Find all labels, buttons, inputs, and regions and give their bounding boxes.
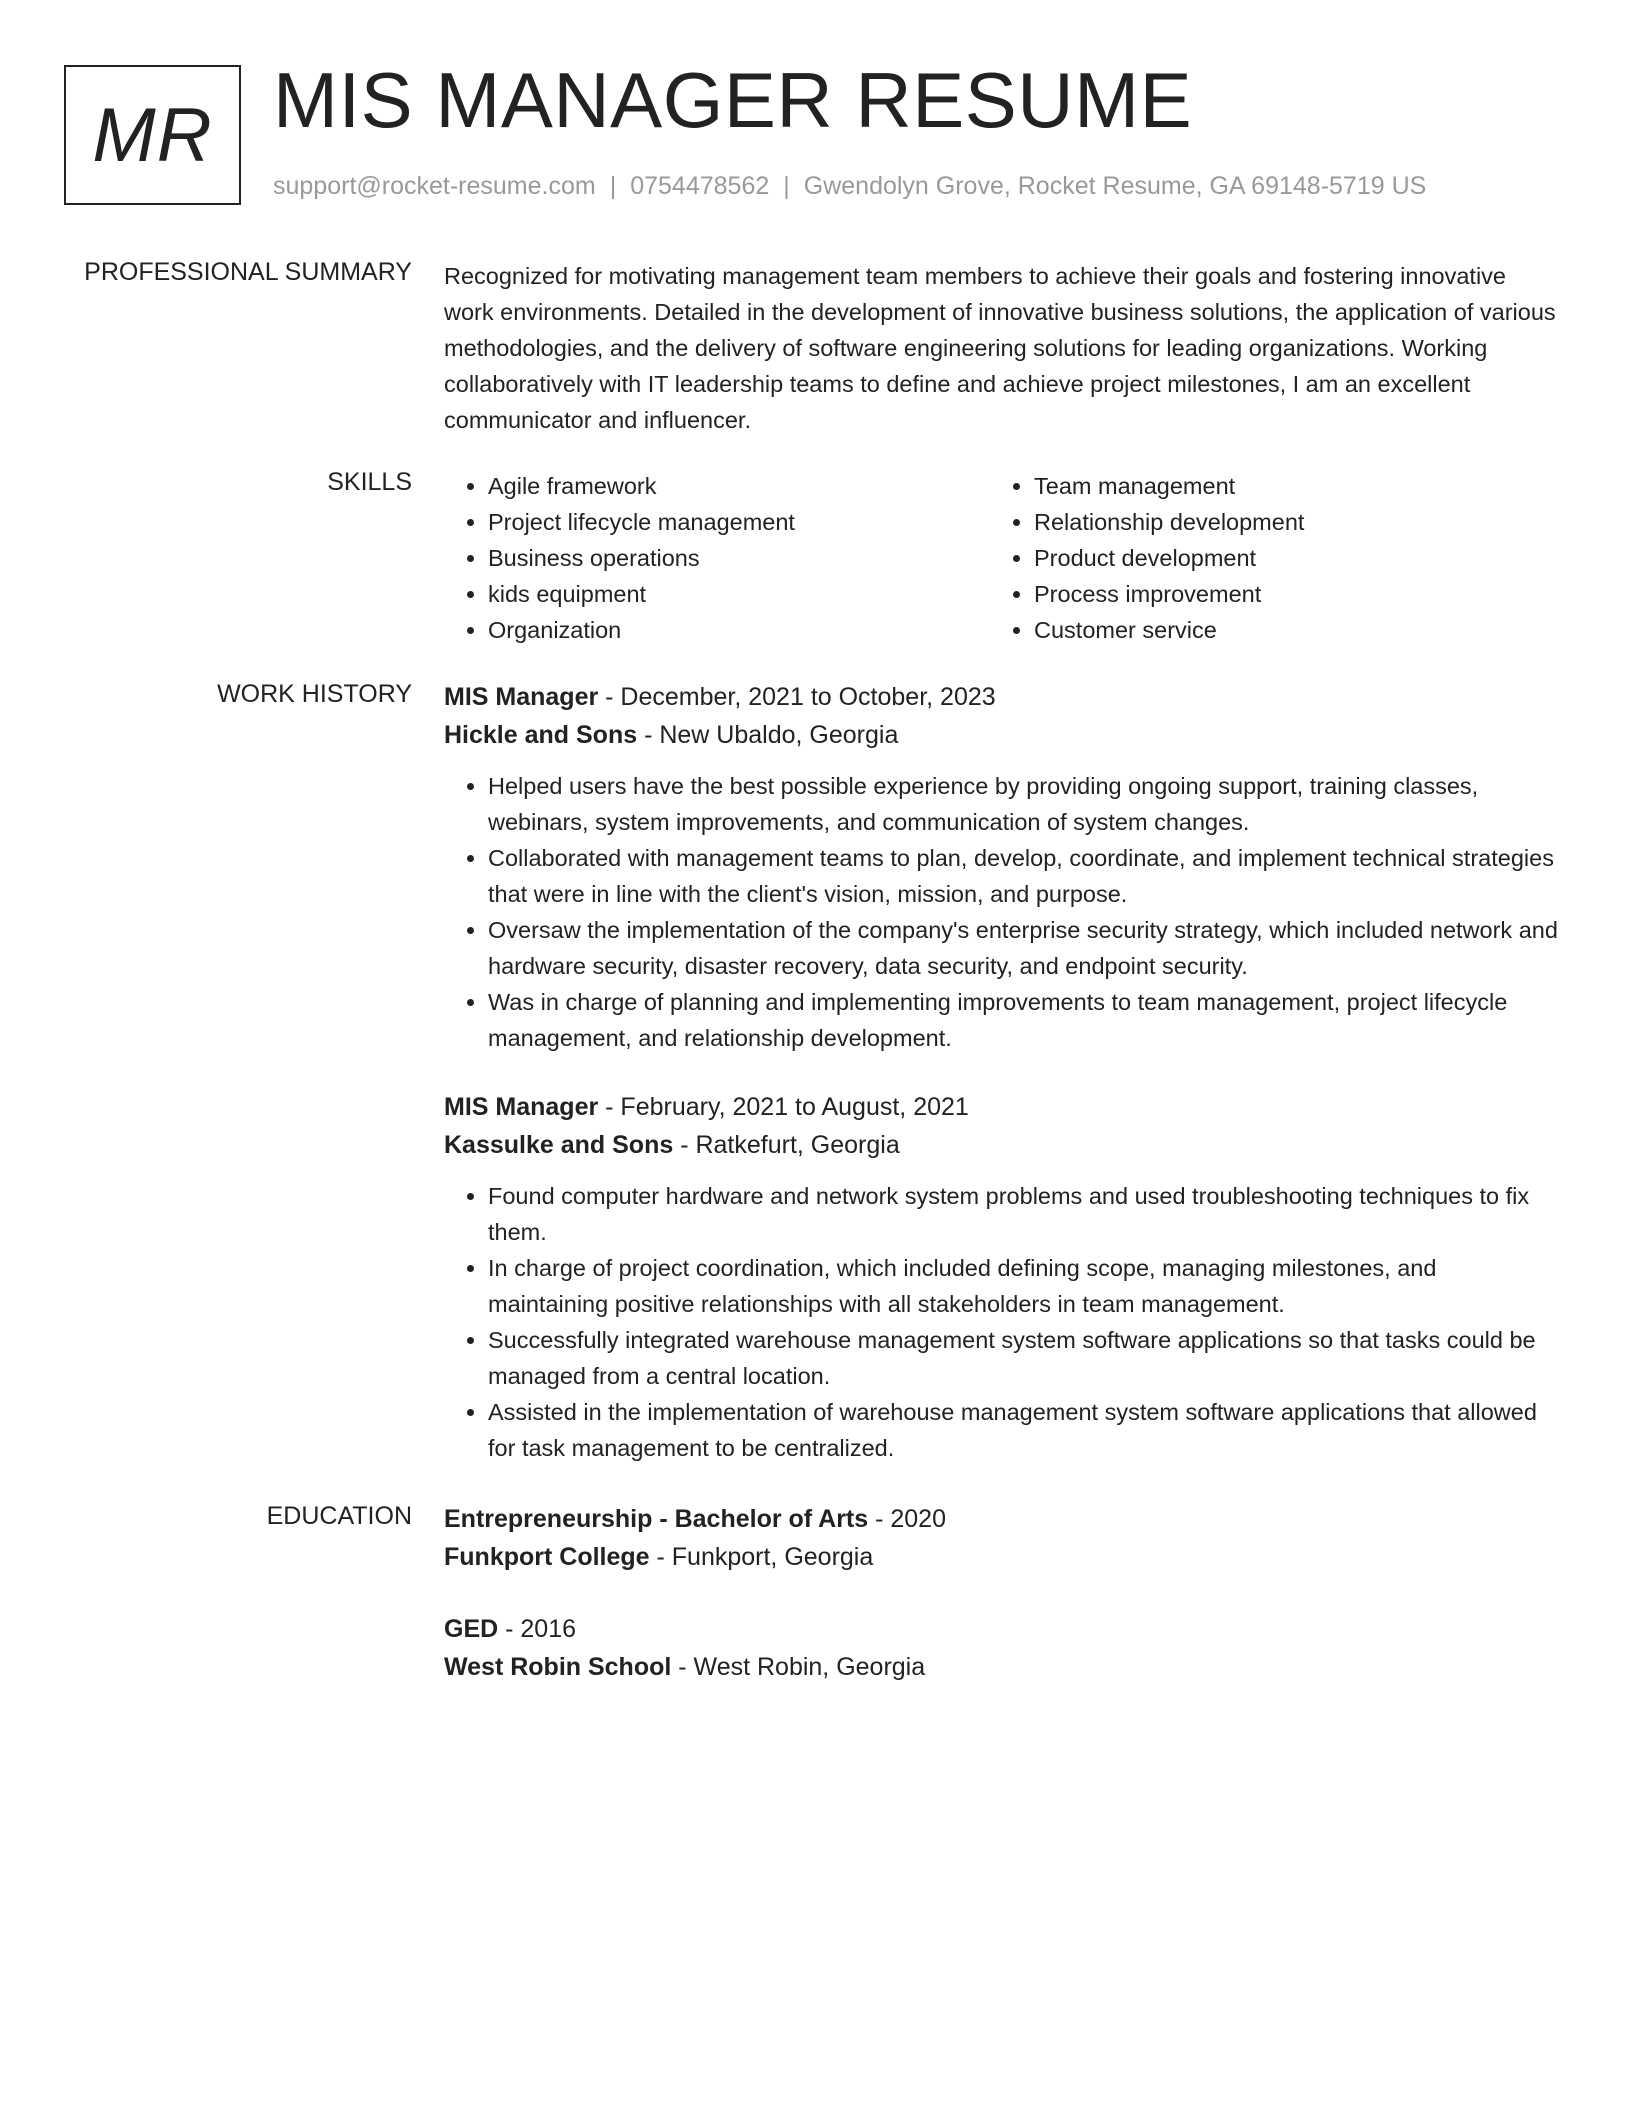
job-bullet: • Successfully integrated warehouse management system software applications so that tasks could be managed from a central location.	[488, 1322, 1559, 1394]
summary-body	[444, 258, 1559, 438]
job-bullet: • Collaborated with management teams to plan, develop, coordinate, and implement technical strategies that were in line with the client's vision, mission, and purpose.	[488, 840, 1559, 912]
job-bullet: • Found computer hardware and network system problems and used troubleshooting techniques to fix them.	[488, 1178, 1559, 1250]
resume-title: MIS MANAGER RESUME	[273, 56, 1193, 144]
contact-address: Gwendolyn Grove, Rocket Resume, GA 69148-5719 US	[803, 172, 1427, 200]
degree-year: - 2020	[868, 1505, 946, 1533]
degree-name: GED	[444, 1615, 499, 1643]
job-bullet: • Helped users have the best possible experience by providing ongoing support, training classes, webinars, system improvements, and communication of system changes.	[488, 768, 1559, 840]
contact-line	[273, 172, 1426, 201]
school-name: West Robin School	[444, 1653, 672, 1681]
skill-item: • Product development	[1034, 540, 1536, 576]
job-title-line	[444, 1088, 1559, 1126]
contact-separator: |	[783, 172, 790, 200]
job-bullet: • Oversaw the implementation of the company's enterprise security strategy, which included network and hardware security, disaster recovery, data security, and endpoint security.	[488, 912, 1559, 984]
job-bullets	[444, 1178, 1559, 1466]
degree-year: - 2016	[498, 1615, 577, 1643]
job-company: Kassulke and Sons	[444, 1131, 674, 1159]
contact-email: support@rocket-resume.com	[273, 172, 596, 200]
job-company: Hickle and Sons	[444, 721, 638, 749]
job-title-line	[444, 678, 1559, 716]
skill-item: • Project lifecycle management	[488, 504, 990, 540]
contact-separator: |	[609, 172, 617, 200]
skill-item: • Process improvement	[1034, 576, 1536, 612]
job-dates: - February, 2021 to August, 2021	[598, 1093, 969, 1121]
monogram-initials: MR	[92, 92, 213, 178]
job-company-line	[444, 716, 1559, 754]
school-line	[444, 1648, 1559, 1686]
contact-phone: 0754478562	[630, 172, 770, 200]
job-location: - Ratkefurt, Georgia	[673, 1131, 900, 1159]
school-location: - West Robin, Georgia	[671, 1653, 926, 1681]
monogram-box	[64, 65, 241, 205]
school-line	[444, 1538, 1559, 1576]
education-heading: EDUCATION	[266, 1502, 412, 1530]
education-entry	[444, 1500, 1559, 1576]
summary-heading: PROFESSIONAL SUMMARY	[84, 258, 412, 286]
job-title: MIS Manager	[444, 1093, 599, 1121]
skills-body	[444, 468, 1559, 648]
summary-text: Recognized for motivating management team members to achieve their goals and fostering innovative work environments. Detailed in the development of innovative business solutions, the application of various methodologies, and the delivery of software engineering solutions for leading organizations. Working collaboratively with IT leadership teams to define and achieve project milestones, I am an excellent communicator and influencer.	[444, 263, 1556, 433]
degree-line	[444, 1610, 1559, 1648]
skill-item: • Agile framework	[488, 468, 990, 504]
skills-list-right	[990, 468, 1536, 648]
school-location: - Funkport, Georgia	[649, 1543, 874, 1571]
job-title: MIS Manager	[444, 683, 599, 711]
skill-item: • Organization	[488, 612, 990, 648]
skill-item: • Relationship development	[1034, 504, 1536, 540]
degree-name: Entrepreneurship - Bachelor of Arts	[444, 1505, 869, 1533]
job-bullets	[444, 768, 1559, 1056]
job-bullet: • In charge of project coordination, which included defining scope, managing milestones, and maintaining positive relationships with all stakeholders in team management.	[488, 1250, 1559, 1322]
work-history-heading: WORK HISTORY	[217, 680, 412, 708]
job-bullet: • Was in charge of planning and implementing improvements to team management, project lifecycle management, and relationship development.	[488, 984, 1559, 1056]
job-entry	[444, 1088, 1559, 1466]
skills-heading: SKILLS	[327, 468, 412, 496]
job-location: - New Ubaldo, Georgia	[637, 721, 899, 749]
skill-item: • Business operations	[488, 540, 990, 576]
school-name: Funkport College	[444, 1543, 650, 1571]
skill-item: • Customer service	[1034, 612, 1536, 648]
skills-list-left	[444, 468, 990, 648]
skill-item: • kids equipment	[488, 576, 990, 612]
job-dates: - December, 2021 to October, 2023	[598, 683, 996, 711]
job-entry	[444, 678, 1559, 1056]
job-bullet: • Assisted in the implementation of warehouse management system software applications that allowed for task management to be centralized.	[488, 1394, 1559, 1466]
education-entry	[444, 1610, 1559, 1686]
degree-line	[444, 1500, 1559, 1538]
skill-item: • Team management	[1034, 468, 1536, 504]
job-company-line	[444, 1126, 1559, 1164]
